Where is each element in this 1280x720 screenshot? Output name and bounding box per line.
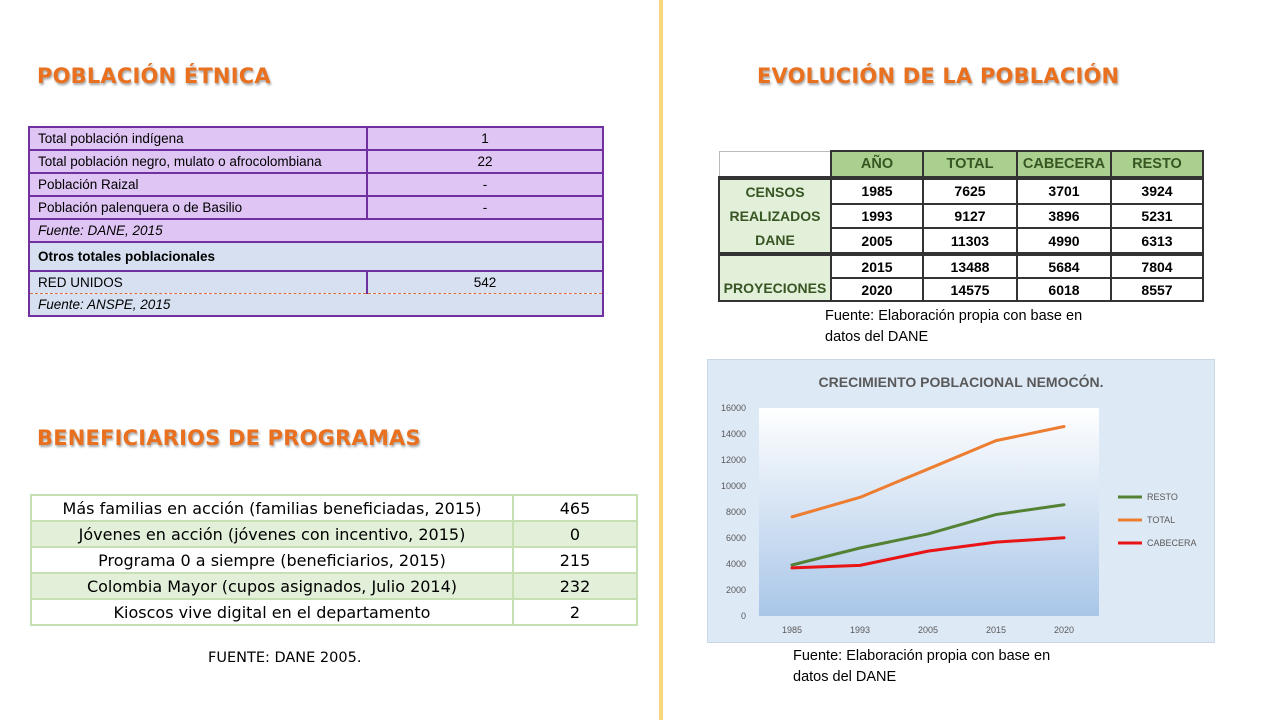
y-axis bbox=[721, 403, 746, 621]
y-tick-label: 12000 bbox=[720, 455, 746, 465]
row-value: 215 bbox=[513, 547, 637, 573]
chart-legend bbox=[1118, 492, 1197, 548]
table-row bbox=[31, 573, 637, 599]
row-value: 0 bbox=[513, 521, 637, 547]
row-value: 232 bbox=[513, 573, 637, 599]
table-row bbox=[29, 196, 603, 219]
x-tick-label: 2005 bbox=[917, 625, 939, 635]
cell: 7625 bbox=[923, 178, 1017, 204]
cell: 6313 bbox=[1111, 228, 1203, 254]
table-header-row bbox=[719, 151, 1203, 178]
population-chart bbox=[707, 359, 1215, 643]
cell: 4990 bbox=[1017, 228, 1111, 254]
y-tick-label: 14000 bbox=[720, 429, 746, 439]
chart-source: Fuente: Elaboración propia con base en datos del DANE bbox=[793, 648, 1051, 685]
chart-title: CRECIMIENTO POBLACIONAL NEMOCÓN. bbox=[818, 374, 1104, 390]
row-label: Kioscos vive digital en el departamento bbox=[31, 599, 513, 625]
row-value: 465 bbox=[513, 495, 637, 521]
row-label: Población palenquera o de Basilio bbox=[29, 196, 367, 219]
row-label: Jóvenes en acción (jóvenes con incentivo, 2015) bbox=[31, 521, 513, 547]
header-cabecera: CABECERA bbox=[1017, 151, 1111, 178]
x-tick-label: 2020 bbox=[1053, 625, 1075, 635]
proyecciones-label: PROYECIONES bbox=[719, 254, 831, 301]
legend-label-resto: RESTO bbox=[1147, 492, 1178, 502]
cell: 9127 bbox=[923, 204, 1017, 229]
table-row bbox=[29, 242, 603, 271]
row-label: Total población indígena bbox=[29, 127, 367, 150]
cell: 1993 bbox=[831, 204, 923, 229]
other-totals-header: Otros totales poblacionales bbox=[29, 242, 603, 271]
x-axis bbox=[782, 625, 1074, 635]
etnica-source-anspe: Fuente: ANSPE, 2015 bbox=[29, 294, 603, 317]
cell: 13488 bbox=[923, 254, 1017, 278]
row-value: 1 bbox=[367, 127, 603, 150]
x-tick-label: 1985 bbox=[781, 625, 803, 635]
table-row bbox=[29, 219, 603, 242]
blank-cell bbox=[719, 151, 831, 178]
x-tick-label: 1993 bbox=[849, 625, 871, 635]
evolucion-source: Fuente: Elaboración propia con base en datos del DANE bbox=[825, 308, 1083, 345]
table-row bbox=[29, 127, 603, 150]
cell: 3896 bbox=[1017, 204, 1111, 229]
etnica-source-dane: Fuente: DANE, 2015 bbox=[29, 219, 603, 242]
row-value: - bbox=[367, 196, 603, 219]
table-row bbox=[31, 521, 637, 547]
row-label: Total población negro, mulato o afrocolombiana bbox=[29, 150, 367, 173]
table-row bbox=[29, 294, 603, 317]
table-row bbox=[31, 547, 637, 573]
y-tick-label: 10000 bbox=[720, 481, 746, 491]
row-label: Colombia Mayor (cupos asignados, Julio 2014) bbox=[31, 573, 513, 599]
row-label: RED UNIDOS bbox=[29, 271, 367, 294]
cell: 5684 bbox=[1017, 254, 1111, 278]
cell: 6018 bbox=[1017, 278, 1111, 301]
row-value: 542 bbox=[367, 271, 603, 294]
row-label: Más familias en acción (familias beneficiadas, 2015) bbox=[31, 495, 513, 521]
cell: 3924 bbox=[1111, 178, 1203, 204]
etnica-title: POBLACIÓN ÉTNICA bbox=[37, 64, 271, 88]
cell: 2020 bbox=[831, 278, 923, 301]
table-row bbox=[719, 254, 1203, 278]
y-tick-label: 0 bbox=[740, 611, 746, 621]
cell: 14575 bbox=[923, 278, 1017, 301]
etnica-table bbox=[28, 126, 604, 317]
header-ano: AÑO bbox=[831, 151, 923, 178]
evolucion-title: EVOLUCIÓN DE LA POBLACIÓN bbox=[757, 64, 1120, 88]
table-row bbox=[29, 271, 603, 294]
cell: 2015 bbox=[831, 254, 923, 278]
chart-svg bbox=[708, 360, 1214, 642]
x-tick-label: 2015 bbox=[985, 625, 1007, 635]
cell: 7804 bbox=[1111, 254, 1203, 278]
row-label: Programa 0 a siempre (beneficiarios, 2015) bbox=[31, 547, 513, 573]
evolucion-table bbox=[718, 150, 1204, 302]
center-divider bbox=[659, 0, 663, 720]
table-row bbox=[719, 178, 1203, 204]
beneficiarios-title: BENEFICIARIOS DE PROGRAMAS bbox=[37, 426, 421, 450]
legend-label-cabecera: CABECERA bbox=[1147, 538, 1197, 548]
y-tick-label: 8000 bbox=[725, 507, 746, 517]
cell: 8557 bbox=[1111, 278, 1203, 301]
legend-label-total: TOTAL bbox=[1147, 515, 1176, 525]
cell: 11303 bbox=[923, 228, 1017, 254]
cell: 3701 bbox=[1017, 178, 1111, 204]
y-tick-label: 4000 bbox=[725, 559, 746, 569]
y-tick-label: 2000 bbox=[725, 585, 746, 595]
y-tick-label: 6000 bbox=[725, 533, 746, 543]
cell: 1985 bbox=[831, 178, 923, 204]
cell: 2005 bbox=[831, 228, 923, 254]
table-row bbox=[31, 495, 637, 521]
row-value: 22 bbox=[367, 150, 603, 173]
y-tick-label: 16000 bbox=[720, 403, 746, 413]
row-value: 2 bbox=[513, 599, 637, 625]
row-label: Población Raizal bbox=[29, 173, 367, 196]
table-row bbox=[29, 173, 603, 196]
beneficiarios-source: FUENTE: DANE 2005. bbox=[208, 650, 362, 666]
header-resto: RESTO bbox=[1111, 151, 1203, 178]
header-total: TOTAL bbox=[923, 151, 1017, 178]
beneficiarios-table bbox=[30, 494, 638, 626]
row-value: - bbox=[367, 173, 603, 196]
censos-label: CENSOS REALIZADOS DANE bbox=[719, 178, 831, 254]
table-row bbox=[29, 150, 603, 173]
table-row bbox=[31, 599, 637, 625]
cell: 5231 bbox=[1111, 204, 1203, 229]
